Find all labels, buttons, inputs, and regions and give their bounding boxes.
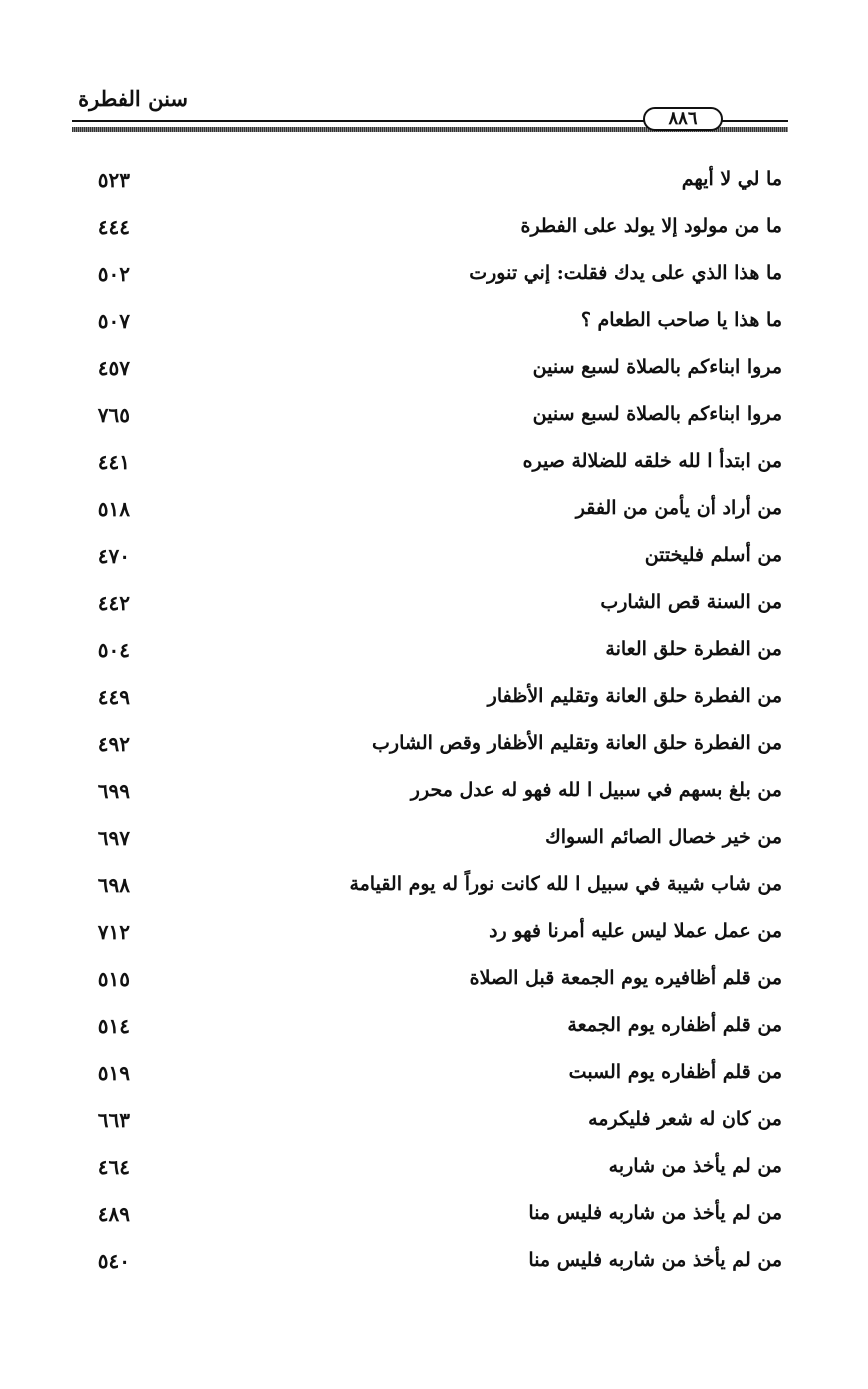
index-entry-page-number: ٥١٨ [97, 497, 130, 521]
index-entry-page-number: ٤٤٢ [97, 591, 130, 615]
index-entry-row [60, 1194, 790, 1241]
index-entry-row [60, 959, 790, 1006]
index-entry-row [60, 818, 790, 865]
index-entry-text: من قلم أظفاره يوم السبت [568, 1061, 782, 1083]
index-entry-page-number: ٥١٥ [97, 967, 130, 991]
index-entry-text: من ابتدأ ا لله خلقه للضلالة صيره [522, 450, 782, 472]
index-entry-page-number: ٤٥٧ [97, 356, 130, 380]
index-entry-text: مروا ابناءكم بالصلاة لسبع سنين [532, 403, 782, 425]
index-entry-text: من كان له شعر فليكرمه [588, 1108, 782, 1130]
header-rule [72, 108, 788, 133]
index-entry-text: من أسلم فليختتن [644, 544, 782, 566]
index-entry-page-number: ٤٨٩ [97, 1202, 130, 1226]
page-number-badge: ٨٨٦ [643, 107, 723, 131]
index-entry-text: من شاب شيبة في سبيل ا لله كانت نوراً له يوم القيامة [349, 873, 782, 895]
index-entry-text: من الفطرة حلق العانة وتقليم الأظفار وقص الشارب [372, 732, 782, 754]
index-entry-text: من لم يأخذ من شاربه [608, 1155, 782, 1177]
index-entry-row [60, 395, 790, 442]
index-entry-row [60, 677, 790, 724]
index-entry-row [60, 724, 790, 771]
index-entry-page-number: ٥٠٢ [97, 262, 130, 286]
index-entry-row [60, 1147, 790, 1194]
index-entry-page-number: ٤٧٠ [97, 544, 130, 568]
index-entry-row [60, 1100, 790, 1147]
index-entry-page-number: ٤٤٩ [97, 685, 130, 709]
index-entry-row [60, 348, 790, 395]
index-entry-text: ما هذا الذي على يدك فقلت: إني تنورت [469, 262, 782, 284]
index-entry-row [60, 160, 790, 207]
index-entry-text: ما هذا يا صاحب الطعام ؟ [580, 309, 782, 331]
index-entry-text: من الفطرة حلق العانة وتقليم الأظفار [487, 685, 782, 707]
index-entry-row [60, 1241, 790, 1288]
index-entry-row [60, 1006, 790, 1053]
index-entry-row [60, 771, 790, 818]
index-entry-row [60, 536, 790, 583]
index-entry-page-number: ٤٩٢ [97, 732, 130, 756]
index-entry-row [60, 489, 790, 536]
index-entry-page-number: ٦٦٣ [97, 1108, 130, 1132]
index-entry-page-number: ٦٩٩ [97, 779, 130, 803]
index-entry-page-number: ٧٦٥ [97, 403, 130, 427]
index-entry-text: من بلغ بسهم في سبيل ا لله فهو له عدل محرر [410, 779, 782, 801]
index-entry-row [60, 207, 790, 254]
index-entry-page-number: ٥٠٧ [97, 309, 130, 333]
index-entry-text: من عمل عملا ليس عليه أمرنا فهو رد [489, 920, 782, 942]
running-head-title: سنن الفطرة [78, 86, 188, 111]
index-entry-text: من السنة قص الشارب [600, 591, 782, 613]
index-entry-page-number: ٦٩٨ [97, 873, 130, 897]
index-entry-text: من خير خصال الصائم السواك [545, 826, 782, 848]
index-entry-page-number: ٤٤٤ [97, 215, 130, 239]
hadith-index-list [60, 160, 790, 1288]
index-entry-row [60, 912, 790, 959]
index-entry-page-number: ٤٤١ [97, 450, 130, 474]
index-entry-page-number: ٧١٢ [97, 920, 130, 944]
index-entry-text: من الفطرة حلق العانة [605, 638, 782, 660]
index-entry-row [60, 630, 790, 677]
index-entry-text: ما من مولود إلا يولد على الفطرة [520, 215, 782, 237]
index-entry-row [60, 865, 790, 912]
index-entry-page-number: ٦٩٧ [97, 826, 130, 850]
index-entry-row [60, 1053, 790, 1100]
index-entry-page-number: ٥١٤ [97, 1014, 130, 1038]
index-entry-text: مروا ابناءكم بالصلاة لسبع سنين [532, 356, 782, 378]
index-entry-row [60, 442, 790, 489]
index-entry-text: من قلم أظفاره يوم الجمعة [567, 1014, 782, 1036]
index-entry-text: من لم يأخذ من شاربه فليس منا [528, 1249, 782, 1271]
index-entry-text: من لم يأخذ من شاربه فليس منا [528, 1202, 782, 1224]
index-entry-text: من قلم أظافيره يوم الجمعة قبل الصلاة [469, 967, 782, 989]
index-entry-page-number: ٥٤٠ [97, 1249, 130, 1273]
index-entry-page-number: ٥١٩ [97, 1061, 130, 1085]
index-entry-text: من أراد أن يأمن من الفقر [575, 497, 782, 519]
index-entry-page-number: ٥٢٣ [97, 168, 130, 192]
index-entry-row [60, 254, 790, 301]
index-entry-row [60, 301, 790, 348]
index-entry-page-number: ٤٦٤ [97, 1155, 130, 1179]
index-entry-text: ما لي لا أيهم [681, 168, 782, 190]
index-entry-page-number: ٥٠٤ [97, 638, 130, 662]
index-entry-row [60, 583, 790, 630]
